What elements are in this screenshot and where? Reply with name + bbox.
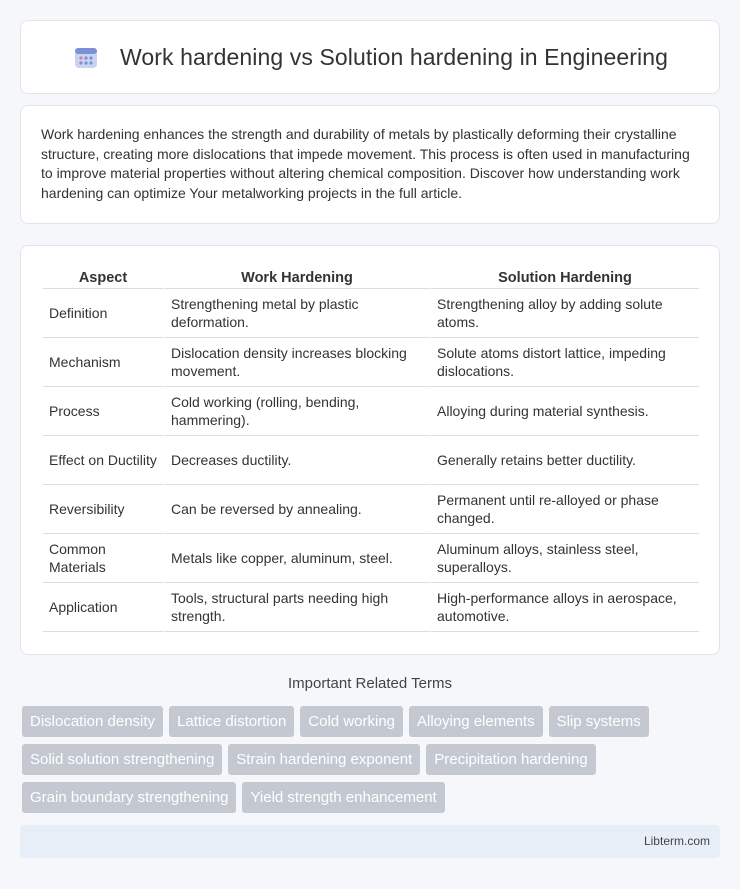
related-terms-list <box>22 706 722 813</box>
cell-work-hardening: Can be reversed by annealing. <box>163 485 429 534</box>
table-row <box>43 436 699 485</box>
cell-solution-hardening: Alloying during material synthesis. <box>429 387 699 436</box>
cell-aspect: Mechanism <box>43 338 163 387</box>
cell-work-hardening: Dislocation density increases blocking movement. <box>163 338 429 387</box>
related-term-tag[interactable]: Cold working <box>300 706 403 737</box>
intro-card <box>20 105 720 224</box>
comparison-table <box>43 265 699 632</box>
cell-solution-hardening: Solute atoms distort lattice, impeding dislocations. <box>429 338 699 387</box>
cell-aspect: Application <box>43 583 163 632</box>
calendar-grid-icon <box>72 43 100 71</box>
header-work-hardening: Work Hardening <box>163 265 429 289</box>
related-term-tag[interactable]: Grain boundary strengthening <box>22 782 236 813</box>
related-term-tag[interactable]: Solid solution strengthening <box>22 744 222 775</box>
related-term-tag[interactable]: Dislocation density <box>22 706 163 737</box>
cell-aspect: Effect on Ductility <box>43 436 163 485</box>
cell-work-hardening: Cold working (rolling, bending, hammering). <box>163 387 429 436</box>
table-row <box>43 485 699 534</box>
footer <box>20 825 720 858</box>
related-term-tag[interactable]: Precipitation hardening <box>426 744 595 775</box>
table-row <box>43 534 699 583</box>
cell-solution-hardening: Aluminum alloys, stainless steel, superalloys. <box>429 534 699 583</box>
cell-solution-hardening: Generally retains better ductility. <box>429 436 699 485</box>
cell-work-hardening: Strengthening metal by plastic deformation. <box>163 289 429 338</box>
table-header-row <box>43 265 699 289</box>
related-terms-title: Important Related Terms <box>288 675 452 692</box>
table-row <box>43 338 699 387</box>
related-term-tag[interactable]: Lattice distortion <box>169 706 294 737</box>
table-row <box>43 387 699 436</box>
footer-link[interactable]: Libterm.com <box>643 834 710 848</box>
cell-work-hardening: Decreases ductility. <box>163 436 429 485</box>
intro-text: Work hardening enhances the strength and durability of metals by plastically deforming their crystalline structure, creating more dislocations that impede movement. This process is often used in manufacturing to improve material properties without altering chemical composition. Discover how understanding work hardening can optimize Your metalworking projects in the full article. <box>41 126 690 201</box>
table-row <box>43 289 699 338</box>
comparison-card <box>20 245 720 655</box>
page-title: Work hardening vs Solution hardening in Engineering <box>119 43 669 70</box>
related-term-tag[interactable]: Yield strength enhancement <box>242 782 444 813</box>
cell-aspect: Reversibility <box>43 485 163 534</box>
cell-solution-hardening: Permanent until re-alloyed or phase changed. <box>429 485 699 534</box>
cell-work-hardening: Metals like copper, aluminum, steel. <box>163 534 429 583</box>
cell-solution-hardening: High-performance alloys in aerospace, automotive. <box>429 583 699 632</box>
header-aspect: Aspect <box>43 265 163 289</box>
cell-aspect: Common Materials <box>43 534 163 583</box>
related-term-tag[interactable]: Strain hardening exponent <box>228 744 420 775</box>
header-solution-hardening: Solution Hardening <box>429 265 699 289</box>
cell-solution-hardening: Strengthening alloy by adding solute atoms. <box>429 289 699 338</box>
table-row <box>43 583 699 632</box>
related-term-tag[interactable]: Alloying elements <box>409 706 543 737</box>
cell-aspect: Definition <box>43 289 163 338</box>
header-card <box>20 20 720 94</box>
cell-work-hardening: Tools, structural parts needing high strength. <box>163 583 429 632</box>
related-term-tag[interactable]: Slip systems <box>549 706 649 737</box>
cell-aspect: Process <box>43 387 163 436</box>
